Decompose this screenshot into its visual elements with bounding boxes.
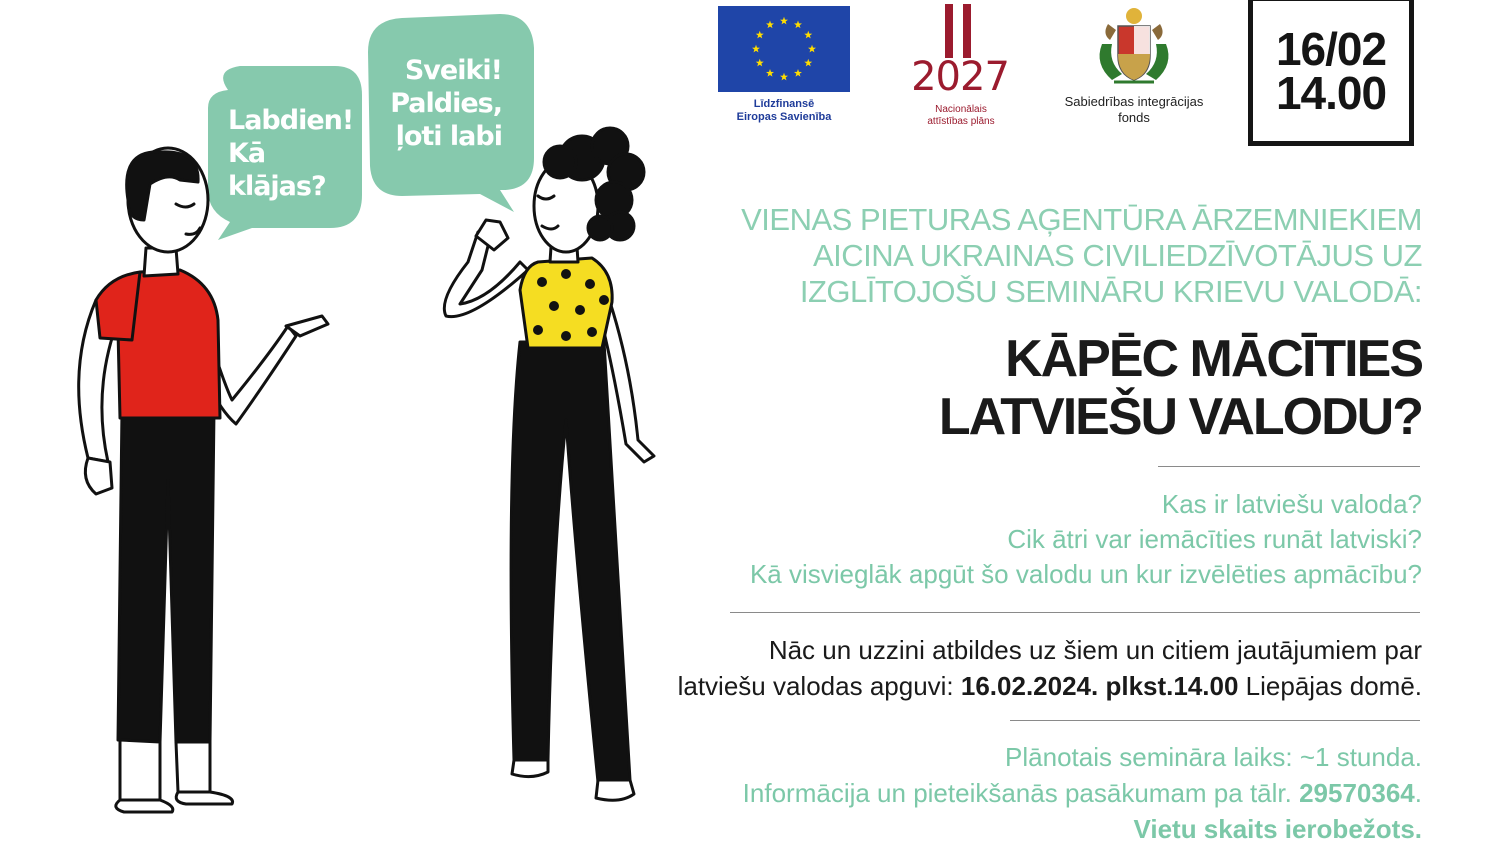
- registration-suffix: .: [1414, 778, 1422, 808]
- man-bubble-text: [228, 104, 353, 203]
- intro-text: [702, 202, 1422, 310]
- nap-caption: [900, 104, 1022, 128]
- sif-caption: [1048, 94, 1220, 126]
- registration-info: [622, 775, 1422, 811]
- national-development-plan-logo: [905, 4, 1015, 100]
- man-figure: [79, 148, 328, 812]
- nap-caption-line: attīstības plāns: [927, 116, 995, 127]
- intro-line: VIENAS PIETURAS AĢENTŪRA ĀRZEMNIEKIEM: [741, 202, 1422, 237]
- question-item: Cik ātri var iemācīties runāt latviski?: [1007, 524, 1422, 554]
- eu-caption-line: Līdzfinansē: [753, 98, 815, 110]
- coat-of-arms-icon: [1092, 4, 1176, 86]
- woman-bubble-line: Paldies,: [390, 88, 502, 119]
- date-time-box: [1248, 0, 1414, 146]
- registration-prefix: Informācija un pieteikšanās pasākumam pa tālr.: [742, 778, 1300, 808]
- divider: [730, 612, 1420, 613]
- man-bubble-line: Labdien!: [228, 105, 354, 136]
- invitation-text: [582, 632, 1422, 704]
- event-datetime: 16.02.2024. plkst.14.00: [960, 671, 1239, 701]
- eu-flag-logo: [718, 6, 850, 92]
- question-item: Kā visvieglāk apgūt šo valodu un kur izvēlēties apmācību?: [749, 559, 1422, 589]
- eu-caption-line: Eiropas Savienība: [736, 111, 832, 123]
- woman-bubble-text: [378, 54, 502, 153]
- event-date: 16/02: [1275, 23, 1387, 75]
- invite-line: Nāc un uzzini atbildes uz šiem un citiem jautājumiem par: [768, 635, 1422, 665]
- man-bubble-line: Kā: [228, 138, 266, 169]
- headline-line: KĀPĒC MĀCĪTIES: [1005, 330, 1422, 388]
- headline: [722, 330, 1422, 446]
- invite-line-suffix: Liepājas domē.: [1238, 671, 1422, 701]
- headline-line: LATVIEŠU VALODU?: [938, 388, 1422, 446]
- divider: [1158, 466, 1420, 467]
- divider: [1010, 720, 1420, 721]
- woman-bubble-line: Sveiki!: [404, 55, 502, 86]
- nap-year: 2027: [911, 54, 1009, 100]
- questions-list: [662, 487, 1422, 592]
- question-item: Kas ir latviešu valoda?: [1161, 489, 1422, 519]
- seminar-duration: Plānotais semināra laiks: ~1 stunda.: [1005, 742, 1422, 772]
- phone-number: 29570364: [1299, 778, 1415, 808]
- invite-line-prefix: latviešu valodas apguvi:: [677, 671, 961, 701]
- eu-caption: [705, 98, 863, 124]
- footer-info: [622, 739, 1422, 847]
- man-bubble-line: klājas?: [228, 171, 326, 202]
- invite-line: [582, 668, 1422, 704]
- sif-caption-line: fonds: [1118, 110, 1150, 125]
- limited-seats: Vietu skaits ierobežots.: [1133, 814, 1422, 844]
- intro-line: IZGLĪTOJOŠU SEMINĀRU KRIEVU VALODĀ:: [799, 274, 1422, 309]
- woman-bubble-line: ļoti labi: [395, 121, 502, 152]
- sif-caption-line: Sabiedrības integrācijas: [1064, 94, 1204, 109]
- nap-caption-line: Nacionālais: [935, 104, 987, 115]
- event-time: 14.00: [1275, 67, 1387, 119]
- intro-line: AICINA UKRAINAS CIVILIEDZĪVOTĀJUS UZ: [812, 238, 1422, 273]
